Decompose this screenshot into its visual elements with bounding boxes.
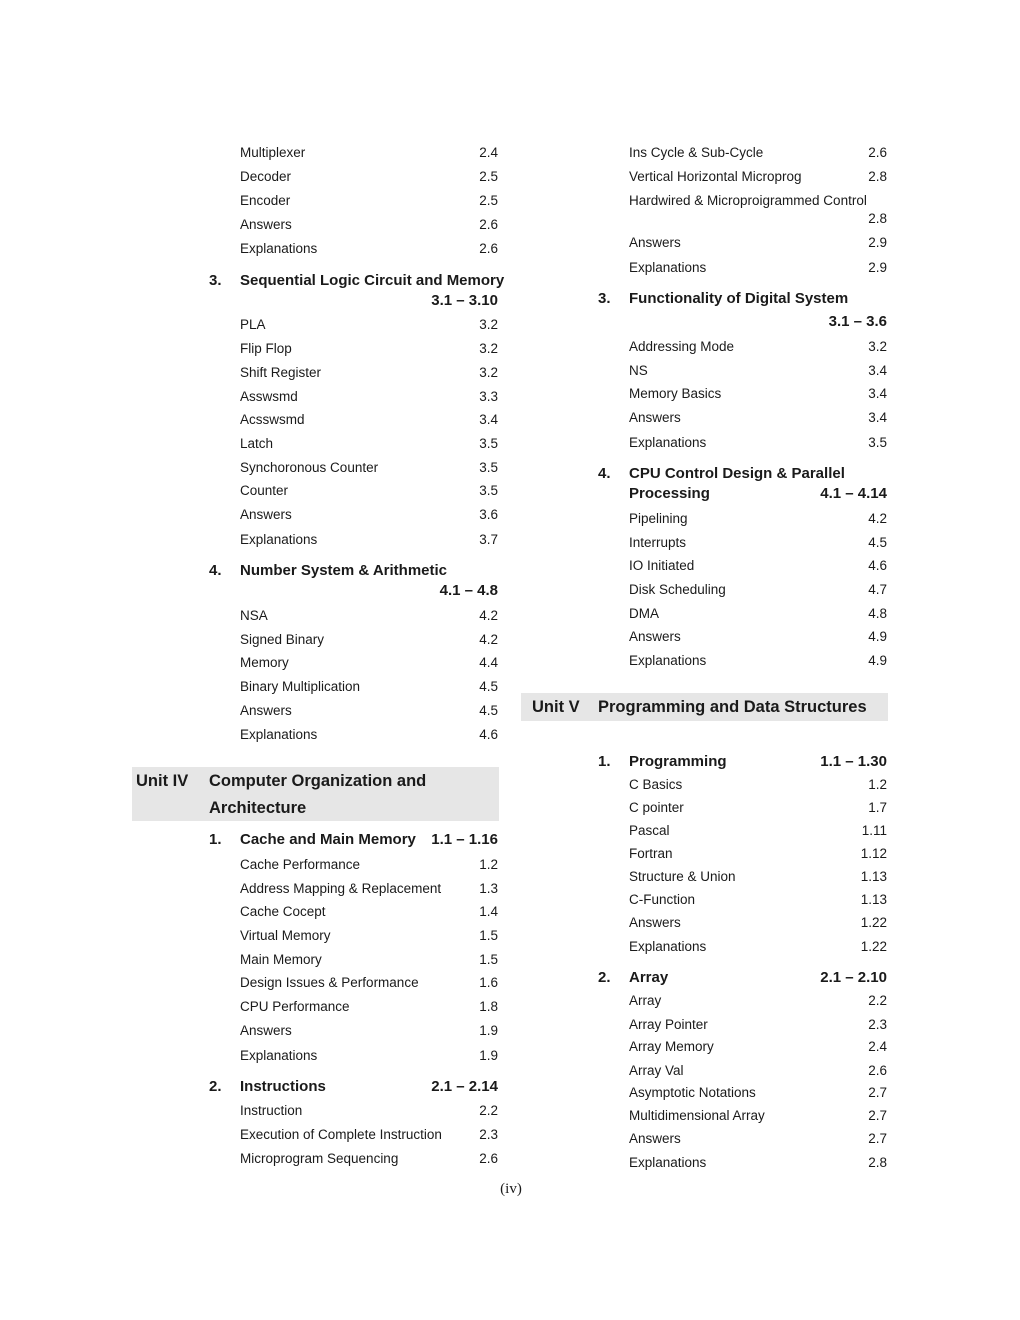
toc-entry-label: Explanations <box>629 653 707 668</box>
chapter-number: 2. <box>209 1078 222 1095</box>
toc-entry-page: 2.6 <box>479 217 498 232</box>
toc-entry-label: Design Issues & Performance <box>240 975 419 990</box>
toc-entry-page: 2.7 <box>868 1131 887 1146</box>
toc-entry-page: 3.2 <box>479 317 498 332</box>
toc-entry-page: 3.3 <box>479 389 498 404</box>
chapter-title: Number System & Arithmetic <box>240 562 447 579</box>
toc-entry-page: 2.3 <box>868 1017 887 1032</box>
toc-entry-page: 3.7 <box>479 532 498 547</box>
page-number: (iv) <box>500 1181 522 1197</box>
toc-entry-page: 3.5 <box>868 435 887 450</box>
chapter-title: Programming <box>629 753 727 770</box>
toc-entry-page: 4.9 <box>868 653 887 668</box>
toc-entry-page: 3.5 <box>479 460 498 475</box>
toc-entry-label: Multidimensional Array <box>629 1108 765 1123</box>
toc-entry-page: 2.6 <box>868 1063 887 1078</box>
toc-entry-label: NS <box>629 363 648 378</box>
chapter-number: 3. <box>209 272 222 289</box>
toc-entry-label: Decoder <box>240 169 292 184</box>
toc-entry-page: 2.6 <box>479 241 498 256</box>
chapter-range: 4.1 – 4.8 <box>439 582 498 599</box>
toc-entry-label: Answers <box>240 1023 292 1038</box>
toc-entry-page: 1.7 <box>868 800 887 815</box>
toc-entry-page: 1.3 <box>479 881 498 896</box>
toc-entry-page: 4.2 <box>479 632 498 647</box>
toc-entry-label: Answers <box>629 629 681 644</box>
toc-entry-label: Explanations <box>240 727 318 742</box>
toc-entry-label: Instruction <box>240 1103 303 1118</box>
toc-entry-label: Encoder <box>240 193 291 208</box>
toc-entry-page: 3.4 <box>479 412 498 427</box>
toc-entry-page: 4.5 <box>868 535 887 550</box>
toc-entry-label: NSA <box>240 608 268 623</box>
toc-entry-label: Pascal <box>629 823 670 838</box>
toc-entry-label: C-Function <box>629 892 696 907</box>
toc-entry-label: Answers <box>240 217 292 232</box>
toc-entry-page: 1.8 <box>479 999 498 1014</box>
toc-entry-page: 2.6 <box>479 1151 498 1166</box>
toc-entry-page: 4.6 <box>479 727 498 742</box>
toc-entry-label: Answers <box>629 1131 681 1146</box>
chapter-range: 3.1 – 3.10 <box>431 292 498 309</box>
toc-entry-page: 2.7 <box>868 1108 887 1123</box>
toc-entry-label: Shift Register <box>240 365 322 380</box>
toc-entry-label: Synchoronous Counter <box>240 460 379 475</box>
toc-entry-page: 2.4 <box>479 145 498 160</box>
chapter-range: 1.1 – 1.16 <box>431 831 498 848</box>
toc-entry-page: 3.4 <box>868 410 887 425</box>
toc-entry-page: 2.4 <box>868 1039 887 1054</box>
chapter-title: Functionality of Digital System <box>629 290 849 307</box>
toc-entry-page: 1.4 <box>479 904 498 919</box>
toc-entry-page: 3.4 <box>868 363 887 378</box>
unit-title-line2: Architecture <box>209 799 307 817</box>
toc-entry-label: Explanations <box>629 435 707 450</box>
toc-entry-page: 2.8 <box>868 169 887 184</box>
toc-entry-page: 1.9 <box>479 1023 498 1038</box>
toc-entry-label: Asymptotic Notations <box>629 1085 756 1100</box>
toc-entry-label: Interrupts <box>629 535 687 550</box>
toc-entry-label: Answers <box>240 703 292 718</box>
toc-entry-label: Counter <box>240 483 289 498</box>
chapter-title: Sequential Logic Circuit and Memory <box>240 272 505 289</box>
toc-entry-page: 1.12 <box>860 846 887 861</box>
toc-entry-page: 2.9 <box>868 235 887 250</box>
unit-label: Unit IV <box>136 772 189 790</box>
toc-entry-page: 1.2 <box>479 857 498 872</box>
chapter-title: Cache and Main Memory <box>240 831 416 848</box>
toc-entry-page: 1.5 <box>479 952 498 967</box>
toc-entry-label: C Basics <box>629 777 683 792</box>
toc-entry-page: 4.7 <box>868 582 887 597</box>
toc-entry-page: 4.8 <box>868 606 887 621</box>
chapter-range: 4.1 – 4.14 <box>820 485 887 502</box>
toc-entry-label: Cache Performance <box>240 857 361 872</box>
toc-entry-label: Flip Flop <box>240 341 292 356</box>
toc-entry-label: Latch <box>240 436 274 451</box>
chapter-title-line2: Processing <box>629 485 710 502</box>
toc-entry-label: Addressing Mode <box>629 339 735 354</box>
toc-entry-page: 3.6 <box>479 507 498 522</box>
toc-entry-page: 2.5 <box>479 193 498 208</box>
toc-entry-label: Explanations <box>629 1155 707 1170</box>
toc-entry-label: Explanations <box>240 1048 318 1063</box>
toc-entry-label: Microprogram Sequencing <box>240 1151 399 1166</box>
toc-entry-page: 2.2 <box>868 993 887 1008</box>
chapter-number: 1. <box>209 831 222 848</box>
toc-entry-page: 2.6 <box>868 145 887 160</box>
toc-entry-page: 1.22 <box>860 939 887 954</box>
toc-entry-label: Array Val <box>629 1063 684 1078</box>
toc-entry-label: Disk Scheduling <box>629 582 726 597</box>
toc-entry-page: 1.13 <box>860 869 887 884</box>
toc-entry-page: 3.2 <box>868 339 887 354</box>
toc-entry-page: 4.5 <box>479 679 498 694</box>
toc-entry-label: Ins Cycle & Sub-Cycle <box>629 145 764 160</box>
toc-entry-label: Answers <box>629 410 681 425</box>
toc-entry-page: 1.5 <box>479 928 498 943</box>
toc-entry-label: Multiplexer <box>240 145 306 160</box>
toc-entry-page: 4.5 <box>479 703 498 718</box>
toc-entry-label: IO Initiated <box>629 558 695 573</box>
toc-entry-label: Main Memory <box>240 952 322 967</box>
toc-entry-page: 2.8 <box>868 1155 887 1170</box>
toc-entry-page: 2.9 <box>868 260 887 275</box>
toc-entry-label: Answers <box>629 915 681 930</box>
toc-entry-page: 1.22 <box>860 915 887 930</box>
toc-entry-page: 4.4 <box>479 655 498 670</box>
toc-entry-label: Explanations <box>240 241 318 256</box>
toc-entry-label: Address Mapping & Replacement <box>240 881 442 896</box>
toc-entry-page: 3.2 <box>479 365 498 380</box>
toc-entry-label: Acsswsmd <box>240 412 305 427</box>
toc-entry-page: 2.2 <box>479 1103 498 1118</box>
unit-title: Programming and Data Structures <box>598 698 867 716</box>
toc-entry-page: 1.11 <box>861 823 887 838</box>
chapter-number: 2. <box>598 969 611 986</box>
toc-entry-page: 2.3 <box>479 1127 498 1142</box>
toc-entry-page: 4.6 <box>868 558 887 573</box>
toc-entry-label: Pipelining <box>629 511 688 526</box>
toc-entry-label: Virtual Memory <box>240 928 331 943</box>
toc-entry-page: 4.2 <box>868 511 887 526</box>
toc-entry-label: Answers <box>240 507 292 522</box>
toc-entry-label: Array <box>629 993 662 1008</box>
chapter-title: Array <box>629 969 669 986</box>
chapter-range: 2.1 – 2.14 <box>431 1078 498 1095</box>
toc-entry-label: CPU Performance <box>240 999 350 1014</box>
chapter-range: 2.1 – 2.10 <box>820 969 887 986</box>
toc-entry-label: Explanations <box>629 260 707 275</box>
toc-entry-label: Signed Binary <box>240 632 325 647</box>
toc-entry-label: Vertical Horizontal Microprog <box>629 169 802 184</box>
toc-entry-page: 4.2 <box>479 608 498 623</box>
toc-entry-page: 4.9 <box>868 629 887 644</box>
chapter-title: Instructions <box>240 1078 326 1095</box>
toc-entry-page: 1.13 <box>860 892 887 907</box>
chapter-range: 3.1 – 3.6 <box>828 313 887 330</box>
toc-entry-label: Structure & Union <box>629 869 736 884</box>
chapter-range: 1.1 – 1.30 <box>820 753 887 770</box>
toc-entry-page: 2.8 <box>868 211 887 226</box>
toc-entry-page: 1.6 <box>479 975 498 990</box>
toc-entry-page: 1.9 <box>479 1048 498 1063</box>
chapter-number: 4. <box>598 465 611 482</box>
toc-entry-label: Explanations <box>240 532 318 547</box>
toc-entry-label: Binary Multiplication <box>240 679 361 694</box>
toc-entry-label: Hardwired & Microproigrammed Control <box>629 193 867 208</box>
toc-entry-label: Array Memory <box>629 1039 714 1054</box>
toc-entry-label: C pointer <box>629 800 684 815</box>
toc-entry-label: Execution of Complete Instruction <box>240 1127 442 1142</box>
chapter-number: 1. <box>598 753 611 770</box>
chapter-number: 3. <box>598 290 611 307</box>
toc-entry-page: 1.2 <box>868 777 887 792</box>
toc-entry-label: Fortran <box>629 846 673 861</box>
toc-entry-label: Memory <box>240 655 289 670</box>
unit-title-line1: Computer Organization and <box>209 772 427 790</box>
toc-entry-label: DMA <box>629 606 659 621</box>
toc-entry-label: PLA <box>240 317 266 332</box>
unit-label: Unit V <box>532 698 580 716</box>
toc-entry-page: 3.4 <box>868 386 887 401</box>
toc-entry-label: Memory Basics <box>629 386 722 401</box>
toc-entry-page: 2.5 <box>479 169 498 184</box>
toc-entry-page: 3.5 <box>479 436 498 451</box>
toc-entry-page: 2.7 <box>868 1085 887 1100</box>
toc-entry-label: Explanations <box>629 939 707 954</box>
chapter-number: 4. <box>209 562 222 579</box>
toc-entry-page: 3.2 <box>479 341 498 356</box>
toc-entry-label: Asswsmd <box>240 389 298 404</box>
toc-entry-label: Answers <box>629 235 681 250</box>
toc-entry-page: 3.5 <box>479 483 498 498</box>
toc-entry-label: Array Pointer <box>629 1017 708 1032</box>
toc-entry-label: Cache Cocept <box>240 904 326 919</box>
chapter-title-line1: CPU Control Design & Parallel <box>629 465 845 482</box>
